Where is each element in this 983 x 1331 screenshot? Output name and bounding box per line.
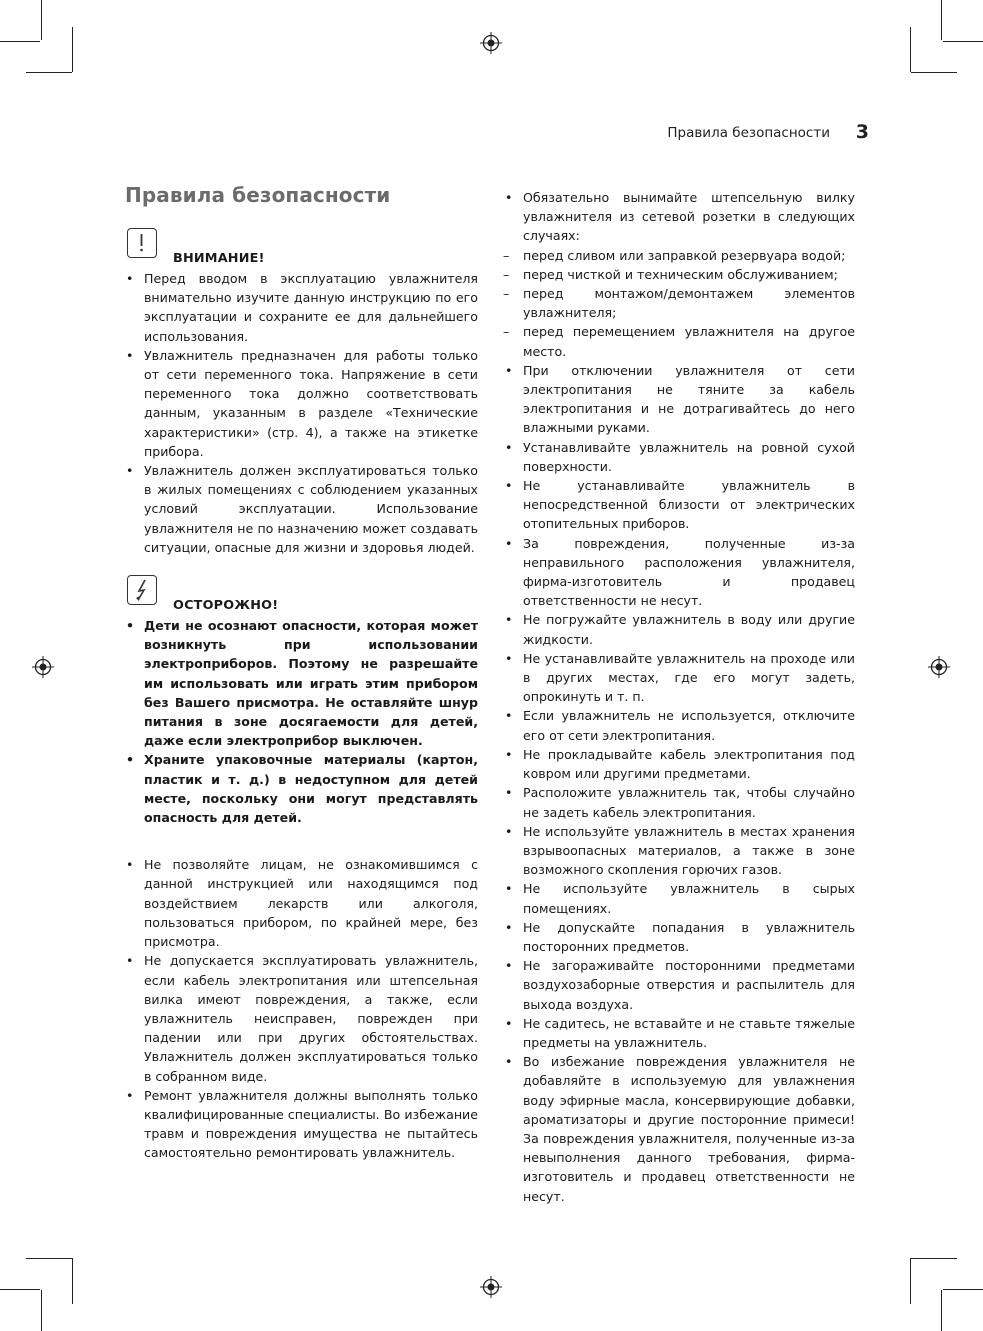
list-item — [503, 1052, 855, 1206]
crop-mark — [26, 1258, 72, 1259]
list-item — [503, 438, 855, 476]
crop-mark — [911, 1258, 957, 1259]
bullet: • — [505, 919, 513, 935]
bullet: • — [126, 1087, 134, 1103]
bullet: • — [505, 1015, 513, 1031]
list-item-text: перед сливом или заправкой резервуара водой; — [523, 247, 846, 263]
crop-mark — [943, 1289, 983, 1290]
bullet: • — [505, 1054, 513, 1070]
bullet: • — [126, 752, 135, 768]
list-item-text: Устанавливайте увлажнитель на ровной сухой поверхности. — [523, 439, 855, 474]
crop-mark — [941, 0, 942, 40]
list-item — [503, 361, 855, 438]
list-item — [503, 188, 855, 246]
exclamation-icon — [127, 228, 157, 258]
list-item-text: Не используйте увлажнитель в сырых помещениях. — [523, 881, 855, 916]
bullet: • — [126, 857, 134, 873]
list-item-text: перед монтажом/демонтажем элементов увлажнителя; — [523, 286, 855, 321]
registration-mark-icon — [32, 656, 54, 678]
crop-mark — [941, 1290, 942, 1331]
list-item — [124, 1086, 478, 1163]
bullet: • — [505, 823, 513, 839]
attention-notice — [124, 228, 478, 269]
bullet: • — [126, 618, 135, 634]
bullet: • — [126, 347, 134, 363]
page-number: 3 — [855, 121, 869, 143]
list-item-text: Обязательно вынимайте штепсельную вилку увлажнителя из сетевой розетки в следующих случаях: — [523, 190, 855, 244]
sub-list-item — [503, 284, 855, 322]
list-item-text: При отключении увлажнителя от сети электропитания не тяните за кабель электропитания и не дотрагивайтесь до него влажными руками. — [523, 362, 855, 436]
list-item — [124, 616, 478, 750]
crop-mark — [910, 1258, 911, 1304]
list-item-text: перед перемещением увлажнителя на другое место. — [523, 324, 855, 359]
bullet: • — [126, 463, 134, 479]
list-item — [503, 476, 855, 534]
list-item — [124, 461, 478, 557]
list-item — [503, 1014, 855, 1052]
bullet: • — [505, 362, 513, 378]
list-item — [503, 745, 855, 783]
running-header-title: Правила безопасности — [667, 125, 830, 141]
list-item-text: Увлажнитель должен эксплуатироваться только в жилых помещениях с соблюдением указанных условий эксплуатации. Использование увлажнителя не по назначению может создавать ситуации, опасные для жизни и здоровья людей. — [144, 463, 478, 555]
sub-list-item — [503, 265, 855, 284]
registration-mark-icon — [480, 1276, 502, 1298]
bullet: • — [505, 708, 513, 724]
list-item-text: Не устанавливайте увлажнитель на проходе или в других местах, где его могут задеть, опрокинуть и т. п. — [523, 650, 855, 705]
list-item-text: Ремонт увлажнителя должны выполнять только квалифицированные специалисты. Во избежание травм и повреждения имущества не пытайтесь самостоятельно ремонтировать увлажнитель. — [144, 1087, 478, 1161]
list-item — [503, 879, 855, 917]
crop-mark — [943, 41, 983, 42]
list-item-text: Расположите увлажнитель так, чтобы случайно не задеть кабель электропитания. — [523, 785, 855, 820]
sub-list-item — [503, 246, 855, 265]
crop-mark — [41, 0, 42, 40]
list-item-text: Не прокладывайте кабель электропитания под ковром или другими предметами. — [523, 746, 855, 782]
page-title: Правила безопасности — [125, 183, 391, 207]
bullet: • — [505, 535, 513, 551]
list-item — [503, 956, 855, 1014]
list-item-text: Не допускайте попадания в увлажнитель посторонних предметов. — [523, 919, 855, 954]
list-item-text: Не устанавливайте увлажнитель в непосредственной близости от электрических отопительных приборов. — [523, 478, 855, 532]
crop-mark — [0, 1289, 40, 1290]
list-item-text: Дети не осознают опасности, которая может возникнуть при использовании электроприборов. Поэтому не разрешайте им использовать или играть этим прибором без Вашего присмотра. Не оставляйте шнур питания в зоне досягаемости для детей, даже если электроприбор выключен. — [144, 618, 478, 749]
electric-shock-icon — [127, 575, 157, 605]
list-item — [503, 534, 855, 611]
list-item-text: Увлажнитель предназначен для работы только от сети переменного тока. Напряжение в сети переменного тока должно соответствовать данным, указанным в разделе «Технические характеристики» (стр. 4), а также на этикетке прибора. — [144, 347, 478, 459]
dash: – — [503, 266, 510, 282]
crop-mark — [26, 72, 72, 73]
crop-mark — [910, 27, 911, 72]
list-item — [503, 918, 855, 956]
bullet: • — [505, 650, 513, 666]
caution-label: ОСТОРОЖНО! — [173, 598, 279, 614]
caution-notice — [124, 575, 478, 616]
bullet: • — [505, 612, 513, 628]
list-item-text: Не допускается эксплуатировать увлажнитель, если кабель электропитания или штепсельная вилка имеют повреждения, а также, если увлажнитель неисправен, поврежден при падении или при других обстоятельствах. Увлажнитель должен эксплуатироваться только в собранном виде. — [144, 953, 478, 1084]
list-item-text: Не позволяйте лицам, не ознакомившимся с данной инструкцией или находящимся под воздействием лекарств или алкоголя, пользоваться прибором, по крайней мере, без присмотра. — [144, 857, 478, 950]
list-item — [124, 346, 478, 461]
registration-mark-icon — [480, 32, 502, 54]
dash: – — [503, 247, 510, 263]
list-item-text: Не загораживайте посторонними предметами воздухозаборные отверстия и распылитель для выхода воздуха. — [523, 958, 855, 1012]
list-item — [124, 951, 478, 1085]
list-item — [503, 649, 855, 707]
crop-mark — [72, 1258, 73, 1304]
list-item — [503, 783, 855, 821]
list-item-text: Храните упаковочные материалы (картон, пластик и т. д.) в недоступном для детей месте, поскольку они могут представлять опасность для детей. — [144, 752, 478, 826]
bullet: • — [126, 271, 134, 286]
list-item — [503, 706, 855, 744]
dash: – — [503, 286, 510, 302]
bullet: • — [505, 190, 513, 205]
crop-mark — [72, 27, 73, 72]
crop-mark — [41, 1290, 42, 1331]
sub-list-item — [503, 322, 855, 360]
list-item — [124, 269, 478, 346]
bullet: • — [505, 958, 513, 974]
list-item — [124, 750, 478, 827]
list-item-text: Если увлажнитель не используется, отключите его от сети электропитания. — [523, 708, 855, 743]
list-item — [124, 855, 478, 951]
list-item-text: За повреждения, полученные из-за неправильного расположения увлажнителя, фирма-изготовитель и продавец ответственности не несут. — [523, 535, 855, 609]
crop-mark — [0, 41, 40, 42]
list-item — [503, 610, 855, 648]
list-item-text: перед чисткой и техническим обслуживанием; — [523, 266, 838, 282]
list-item-text: Не погружайте увлажнитель в воду или другие жидкости. — [523, 612, 855, 647]
bullet: • — [505, 785, 513, 801]
attention-label: ВНИМАНИЕ! — [173, 251, 265, 266]
dash: – — [503, 324, 510, 340]
bullet: • — [505, 439, 513, 455]
list-item-text: Не используйте увлажнитель в местах хранения взрывоопасных материалов, а также в зоне возможного скопления горючих газов. — [523, 823, 855, 878]
list-item-text: Во избежание повреждения увлажнителя не добавляйте в используемую для увлажнения воду эфирные масла, консервирующие добавки, ароматизаторы и другие посторонние примеси! За повреждения увлажнителя, полученные из-за невыполнения данного требования, фирма-изготовитель и продавец ответственности не несут. — [523, 1054, 855, 1204]
registration-mark-icon — [928, 656, 950, 678]
bullet: • — [505, 881, 513, 897]
right-column — [503, 188, 855, 1206]
bullet: • — [505, 746, 513, 762]
list-item — [503, 822, 855, 880]
list-item-text: Не садитесь, не вставайте и не ставьте тяжелые предметы на увлажнитель. — [523, 1015, 855, 1050]
bullet: • — [505, 478, 513, 494]
crop-mark — [911, 72, 957, 73]
list-item-text: Перед вводом в эксплуатацию увлажнителя внимательно изучите данную инструкцию по его эксплуатации и сохраните ее для дальнейшего использования. — [144, 271, 478, 344]
left-column — [124, 228, 478, 1163]
bullet: • — [126, 953, 134, 969]
